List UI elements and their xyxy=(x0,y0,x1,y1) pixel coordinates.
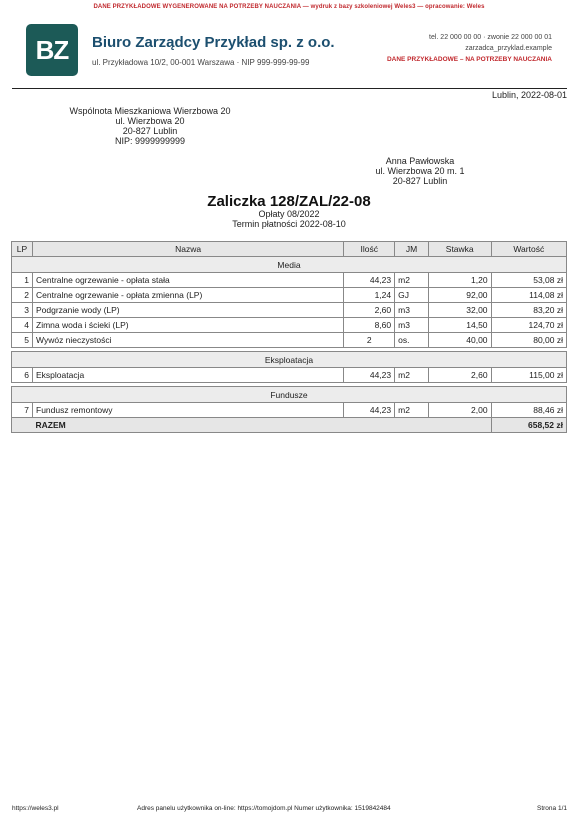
header-unit: JM xyxy=(395,242,429,257)
issue-date: Lublin, 2022-08-01 xyxy=(491,90,567,100)
header-lp: LP xyxy=(12,242,33,257)
cell-lp: 1 xyxy=(12,273,33,288)
cell-lp: 3 xyxy=(12,303,33,318)
cell-unit: m2 xyxy=(395,403,429,418)
cell-value: 53,08 zł xyxy=(491,273,566,288)
cell-value: 83,20 zł xyxy=(491,303,566,318)
company-phone: tel. 22 000 00 00 · zwonie 22 000 00 01 xyxy=(429,34,552,41)
cell-value: 80,00 zł xyxy=(491,333,566,348)
document-subtitle-block xyxy=(0,209,578,229)
header-divider xyxy=(12,88,567,89)
table-row xyxy=(12,368,567,383)
cell-rate: 92,00 xyxy=(428,288,491,303)
cell-lp: 2 xyxy=(12,288,33,303)
cell-name: Centralne ogrzewanie - opłata zmienna (LP) xyxy=(33,288,344,303)
footer-website: https://weles3.pl xyxy=(12,805,59,812)
cell-lp: 5 xyxy=(12,333,33,348)
cell-value: 88,46 zł xyxy=(491,403,566,418)
table-row xyxy=(12,333,567,348)
header-qty: Ilość xyxy=(344,242,395,257)
cell-lp: 4 xyxy=(12,318,33,333)
cell-unit: m3 xyxy=(395,303,429,318)
cell-qty: 8,60 xyxy=(344,318,395,333)
sender-block xyxy=(55,106,245,146)
group-row-media xyxy=(12,257,567,273)
cell-name: Zimna woda i ścieki (LP) xyxy=(33,318,344,333)
header-rate: Stawka xyxy=(428,242,491,257)
company-warning: DANE PRZYKŁADOWE – NA POTRZEBY NAUCZANIA xyxy=(386,56,552,63)
cell-lp: 6 xyxy=(12,368,33,383)
cell-rate: 2,00 xyxy=(428,403,491,418)
cell-rate: 40,00 xyxy=(428,333,491,348)
cell-qty: 2,60 xyxy=(344,303,395,318)
table-row xyxy=(12,403,567,418)
company-name: Biuro Zarządcy Przykład sp. z o.o. xyxy=(92,34,335,51)
group-label: Media xyxy=(12,257,567,273)
cell-rate: 14,50 xyxy=(428,318,491,333)
total-value: 658,52 zł xyxy=(491,418,566,433)
total-row xyxy=(12,418,567,433)
cell-unit: m2 xyxy=(395,273,429,288)
community-city: 20-827 Lublin xyxy=(122,126,178,136)
footer-page-number: Strona 1/1 xyxy=(537,805,567,812)
group-row-eksploatacja xyxy=(12,352,567,368)
cell-name: Fundusz remontowy xyxy=(33,403,344,418)
table-row xyxy=(12,318,567,333)
group-row-fundusze xyxy=(12,387,567,403)
cell-unit: os. xyxy=(395,333,429,348)
cell-unit: m3 xyxy=(395,318,429,333)
table-row xyxy=(12,288,567,303)
cell-name: Wywóz nieczystości xyxy=(33,333,344,348)
payment-due: Termin płatności 2022-08-10 xyxy=(232,219,346,229)
cell-unit: m2 xyxy=(395,368,429,383)
document-title: Zaliczka 128/ZAL/22-08 xyxy=(207,193,371,210)
cell-rate: 2,60 xyxy=(428,368,491,383)
table-row xyxy=(12,273,567,288)
recipient-name: Anna Pawłowska xyxy=(385,156,455,166)
recipient-block xyxy=(340,156,500,186)
top-banner: DANE PRZYKŁADOWE WYGENEROWANE NA POTRZEBY NAUCZANIA — wydruk z bazy szkoleniowej Weles3 — opracowanie: Weles xyxy=(93,4,485,10)
cell-name: Eksploatacja xyxy=(33,368,344,383)
cell-value: 124,70 zł xyxy=(491,318,566,333)
table-header-row xyxy=(12,242,567,257)
community-nip: NIP: 9999999999 xyxy=(114,136,186,146)
recipient-city: 20-827 Lublin xyxy=(392,176,448,186)
table-row xyxy=(12,303,567,318)
group-label: Eksploatacja xyxy=(12,352,567,368)
cell-lp: 7 xyxy=(12,403,33,418)
company-contact xyxy=(332,32,552,65)
cell-name: Centralne ogrzewanie - opłata stała xyxy=(33,273,344,288)
recipient-street: ul. Wierzbowa 20 m. 1 xyxy=(375,166,465,176)
header-name: Nazwa xyxy=(33,242,344,257)
community-street: ul. Wierzbowa 20 xyxy=(115,116,185,126)
group-label: Fundusze xyxy=(12,387,567,403)
company-email: zarzadca_przyklad.example xyxy=(465,45,552,52)
document-subtitle: Opłaty 08/2022 xyxy=(258,209,320,219)
cell-unit: GJ xyxy=(395,288,429,303)
charges-table xyxy=(11,241,567,433)
cell-rate: 32,00 xyxy=(428,303,491,318)
cell-rate: 1,20 xyxy=(428,273,491,288)
cell-name: Podgrzanie wody (LP) xyxy=(33,303,344,318)
cell-qty: 44,23 xyxy=(344,403,395,418)
cell-qty: 2 xyxy=(344,333,395,348)
cell-qty: 1,24 xyxy=(344,288,395,303)
total-label: RAZEM xyxy=(33,418,492,433)
company-logo: BZ xyxy=(26,24,78,76)
header-value: Wartość xyxy=(491,242,566,257)
footer-user-panel: Adres panelu użytkownika on-line: https://tomojdom.pl Numer użytkownika: 1519842484 xyxy=(137,805,391,812)
cell-qty: 44,23 xyxy=(344,273,395,288)
cell-value: 115,00 zł xyxy=(491,368,566,383)
cell-qty: 44,23 xyxy=(344,368,395,383)
cell-value: 114,08 zł xyxy=(491,288,566,303)
community-name: Wspólnota Mieszkaniowa Wierzbowa 20 xyxy=(69,106,231,116)
company-address: ul. Przykładowa 10/2, 00-001 Warszawa · NIP 999-999-99-99 xyxy=(92,58,310,67)
